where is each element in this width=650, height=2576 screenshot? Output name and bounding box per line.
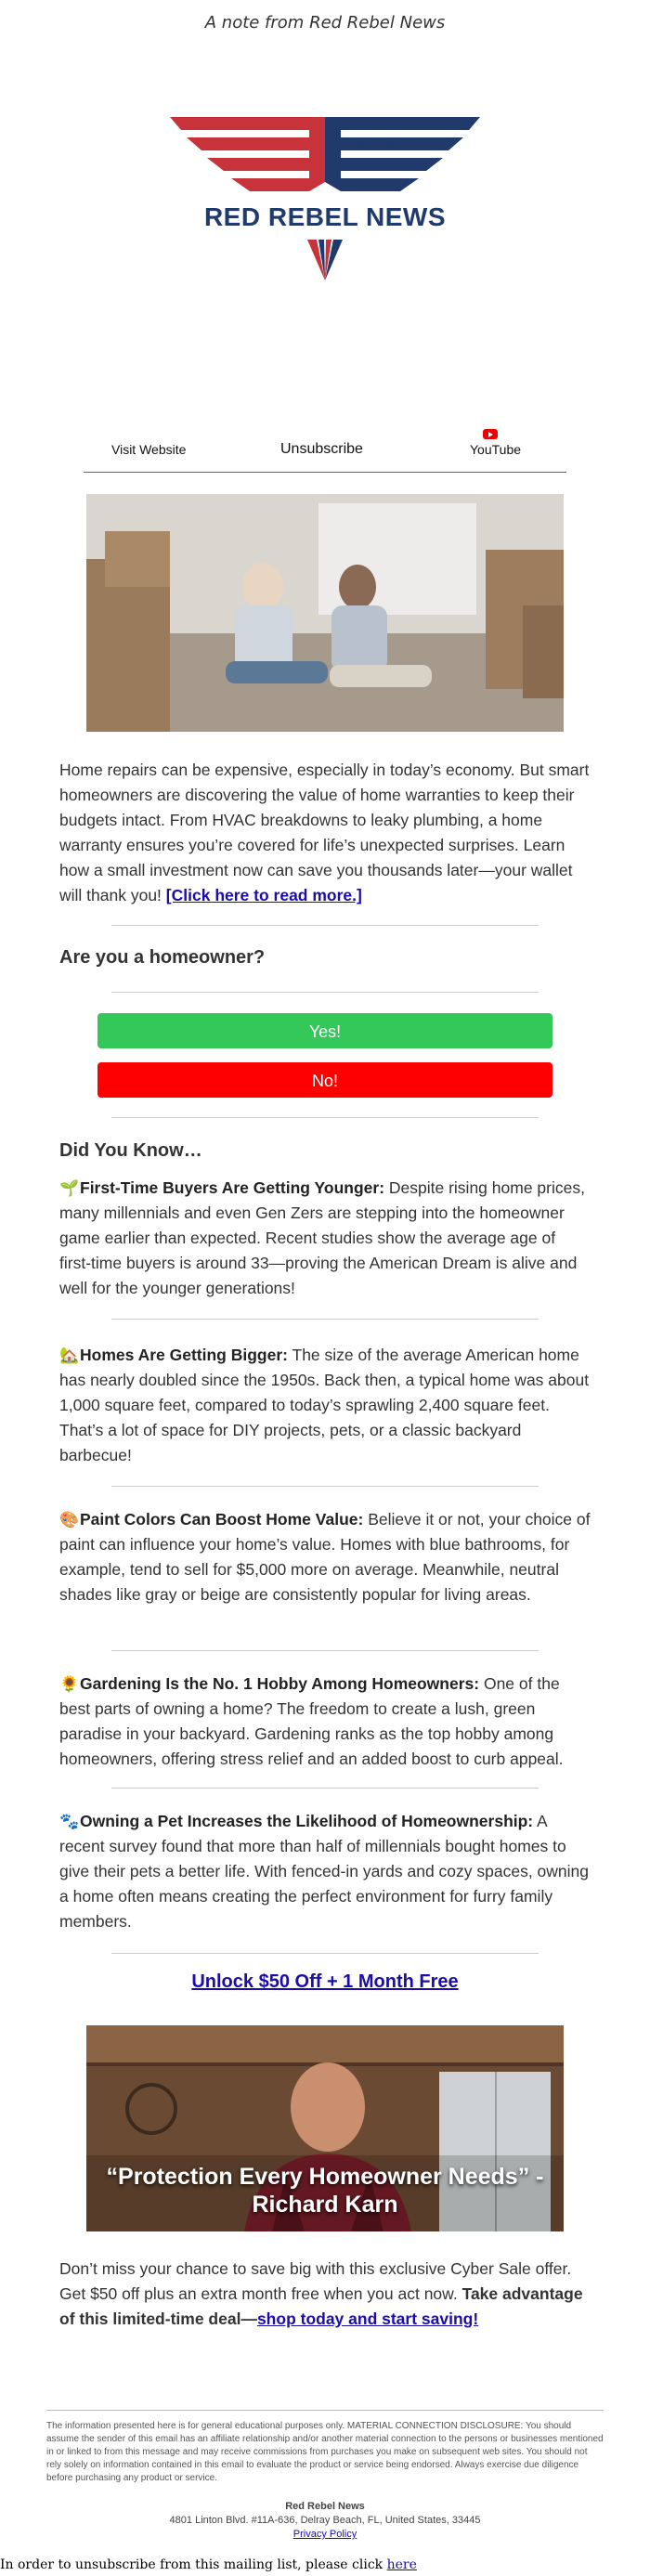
- fact-item: [59, 1343, 591, 1468]
- intro-text: Home repairs can be expensive, especially in today’s economy. But smart homeowners are discovering the value of home warranties to keep their budgets intact. From HVAC breakdowns to leaky plumbing, a home warranty ensures you’re covered for life’s unexpected surprises. Learn how a small investment now can save you thousands later—your wallet will thank you!: [59, 761, 590, 904]
- fact-body: One of the best parts of owning a home? The freedom to create a lush, green paradise in your backyard. Gardening ranks as the top hobby among homeowners, offering stress relief and an added boost to curb appeal.: [59, 1674, 564, 1768]
- left-wing: [170, 117, 309, 191]
- svg-text:★: ★: [352, 137, 364, 152]
- poll-question: Are you a homeowner?: [59, 947, 266, 968]
- fact-item: [59, 1507, 591, 1607]
- no-button[interactable]: No!: [98, 1062, 552, 1098]
- youtube-icon[interactable]: [483, 429, 498, 439]
- nav-bar: [84, 429, 566, 474]
- seedling-icon: 🌱: [59, 1179, 80, 1197]
- footer-divider: [46, 2410, 604, 2411]
- unsubscribe-line: [0, 2557, 417, 2572]
- footer-address: 4801 Linton Blvd. #11A-636, Delray Beach, FL, United States, 33445: [169, 2515, 481, 2526]
- unsubscribe-here-link[interactable]: here: [386, 2557, 417, 2572]
- promo-headline: [0, 1971, 650, 1993]
- svg-text:★: ★: [255, 137, 267, 152]
- house-icon: 🏡: [59, 1347, 80, 1364]
- closing-bold: Take advantage of this limited-time deal—: [59, 2284, 583, 2328]
- fact-item: [59, 1176, 591, 1301]
- divider: [111, 1788, 539, 1789]
- footer-privacy: [0, 2528, 650, 2542]
- sunflower-icon: 🌻: [59, 1675, 80, 1693]
- disclaimer: The information presented here is for general educational purposes only. MATERIAL CONNECTION DISCLOSURE: You should assume the sender of this email has an affiliate relationship and/or another material connection to the persons or businesses mentioned in or linked to from this message and may receive commissions from purchases you make on subsequent web sites. You should not rely solely on information contained in this email to evaluate the product or service being endorsed. Always exercise due diligence before purchasing any product or service.: [46, 2421, 604, 2483]
- svg-text:★: ★: [285, 137, 297, 152]
- fact-body: The size of the average American home has nearly doubled since the 1950s. Back then, a typical home was about 1,000 square feet, compared to today’s sprawling 2,400 square feet. That’s a lot of space for DIY projects, pets, or a classic backyard barbecue!: [59, 1346, 590, 1464]
- fact-item: [59, 1672, 591, 1772]
- read-more-link[interactable]: [Click here to read more.]: [165, 886, 362, 904]
- fact-title: Paint Colors Can Boost Home Value:: [80, 1510, 364, 1529]
- divider: [111, 1953, 539, 1954]
- fact-body: A recent survey found that more than half of millennials bought homes to give their pets a better life. With fenced-in yards and cozy spaces, owning a home often means creating the perfect environment for furry family members.: [59, 1812, 590, 1931]
- paw-icon: 🐾: [59, 1813, 80, 1830]
- palette-icon: 🎨: [59, 1511, 80, 1529]
- red-rebel-news-logo[interactable]: [170, 117, 480, 284]
- unsubscribe-link[interactable]: Unsubscribe: [280, 441, 363, 457]
- eagle-head-red: [309, 117, 325, 191]
- eagle-head-navy: [325, 117, 341, 191]
- divider: [111, 1117, 539, 1118]
- fact-title: Owning a Pet Increases the Likelihood of Homeownership:: [80, 1812, 534, 1830]
- header-note: A note from Red Rebel News: [204, 13, 446, 33]
- promo-caption: “Protection Every Homeowner Needs” - Richard Karn: [106, 2164, 544, 2218]
- nav-divider: [84, 472, 566, 473]
- unsubscribe-text: In order to unsubscribe from this mailing list, please click: [0, 2557, 387, 2572]
- divider: [111, 992, 539, 993]
- divider: [111, 925, 539, 926]
- intro-paragraph: [59, 758, 591, 908]
- privacy-policy-link[interactable]: Privacy Policy: [292, 2529, 358, 2540]
- fact-title: First-Time Buyers Are Getting Younger:: [80, 1178, 385, 1197]
- promo-image[interactable]: [86, 2025, 564, 2231]
- footer-company: Red Rebel News: [285, 2501, 365, 2512]
- fact-title: Gardening Is the No. 1 Hobby Among Homeowners:: [80, 1674, 480, 1693]
- shop-today-link[interactable]: shop today and start saving!: [256, 2309, 479, 2328]
- divider: [111, 1319, 539, 1320]
- hero-image-stressed-couple[interactable]: [86, 494, 564, 732]
- fact-item: [59, 1809, 591, 1934]
- fact-body: Believe it or not, your choice of paint can influence your home’s value. Homes with blue bathrooms, for example, tend to sell for $5,000 more on average. Meanwhile, neutral shades like gray or beige are consistently popular for living areas.: [59, 1510, 591, 1604]
- fact-title: Homes Are Getting Bigger:: [80, 1346, 288, 1364]
- divider: [111, 1650, 539, 1651]
- eagle-tail: [307, 240, 343, 280]
- closing-paragraph: [59, 2257, 591, 2332]
- svg-text:★: ★: [382, 137, 394, 152]
- did-you-know-title: Did You Know…: [59, 1140, 202, 1161]
- right-wing: [341, 117, 480, 191]
- closing-text: Don’t miss your chance to save big with this exclusive Cyber Sale offer. Get $50 off plus an extra month free when you act now.: [59, 2259, 572, 2303]
- brand-name: RED REBEL NEWS: [203, 202, 447, 231]
- yes-button[interactable]: Yes!: [98, 1013, 552, 1048]
- visit-website-link[interactable]: Visit Website: [111, 442, 187, 457]
- unlock-offer-link[interactable]: Unlock $50 Off + 1 Month Free: [191, 1971, 459, 1992]
- fact-body: Despite rising home prices, many millennials and even Gen Zers are stepping into the homeowner game earlier than expected. Recent studies show the average age of first-time buyers is around 33—proving the American Dream is alive and well for the younger generations!: [59, 1178, 585, 1297]
- youtube-link[interactable]: YouTube: [470, 442, 522, 457]
- divider: [111, 1486, 539, 1487]
